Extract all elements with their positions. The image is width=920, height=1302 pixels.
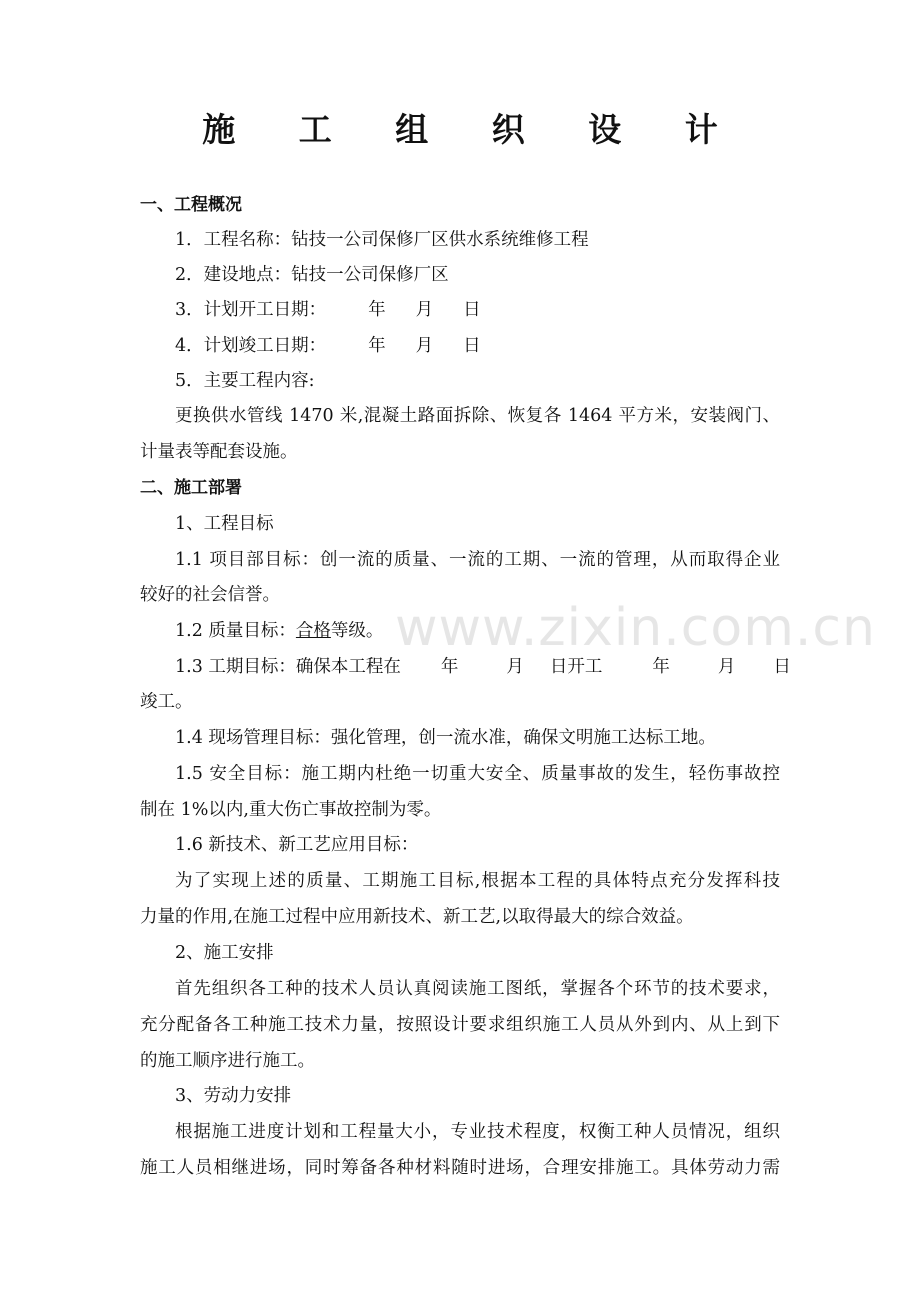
main-work-label: 5．主要工程内容:	[175, 371, 315, 391]
planned-end-date: 4．计划竣工日期： 年 月 日	[175, 336, 481, 356]
planned-start-date: 3．计划开工日期： 年 月 日	[175, 300, 481, 320]
subsection-title: 2、施工安排	[175, 943, 274, 963]
paragraph-line: 力量的作用,在施工过程中应用新技术、新工艺,以取得最大的综合效益。	[140, 907, 694, 927]
paragraph-line: 的施工顺序进行施工。	[140, 1051, 315, 1071]
quality-goal: 1.2 质量目标：合格等级。	[175, 621, 384, 641]
paragraph-line: 1.1 项目部目标：创一流的质量、一流的工期、一流的管理，从而取得企业	[175, 550, 780, 570]
subsection-title: 3、劳动力安排	[175, 1086, 292, 1106]
paragraph-line: 为了实现上述的质量、工期施工目标,根据本工程的具体特点充分发挥科技	[175, 871, 780, 891]
paragraph-line: 计量表等配套设施。	[140, 442, 298, 462]
paragraph-line: 根据施工进度计划和工程量大小，专业技术程度，权衡工种人员情况，组织	[175, 1122, 780, 1142]
document-title: 施 工 组 织 设 计	[202, 110, 744, 149]
new-tech-goal: 1.6 新技术、新工艺应用目标：	[175, 835, 419, 855]
construction-site: 2．建设地点：钻技一公司保修厂区	[175, 265, 449, 285]
site-management-goal: 1.4 现场管理目标：强化管理，创一流水准，确保文明施工达标工地。	[175, 728, 716, 748]
paragraph-line: 较好的社会信誉。	[140, 585, 280, 605]
subsection-title: 1、工程目标	[175, 514, 274, 534]
schedule-goal: 1.3 工期目标：确保本工程在 年 月 日开工 年 月 日	[175, 657, 791, 677]
project-name: 1．工程名称：钻技一公司保修厂区供水系统维修工程	[175, 230, 589, 250]
paragraph-line: 充分配备各工种施工技术力量，按照设计要求组织施工人员从外到内、从上到下	[140, 1015, 780, 1035]
paragraph-line: 施工人员相继进场，同时筹备各种材料随时进场，合理安排施工。具体劳动力需	[140, 1158, 780, 1178]
paragraph-line: 更换供水管线 1470 米,混凝土路面拆除、恢复各 1464 平方米，安装阀门、	[175, 406, 780, 426]
section-1-heading: 一、工程概况	[140, 195, 242, 215]
section-2-heading: 二、施工部署	[140, 478, 242, 498]
paragraph-line: 1.5 安全目标：施工期内杜绝一切重大安全、质量事故的发生，轻伤事故控	[175, 764, 780, 784]
paragraph-line: 首先组织各工种的技术人员认真阅读施工图纸，掌握各个环节的技术要求，	[175, 979, 780, 999]
paragraph-line: 竣工。	[140, 692, 193, 712]
paragraph-line: 制在 1%以内,重大伤亡事故控制为零。	[140, 800, 442, 820]
watermark: www.zixin.com.cn	[395, 598, 876, 658]
